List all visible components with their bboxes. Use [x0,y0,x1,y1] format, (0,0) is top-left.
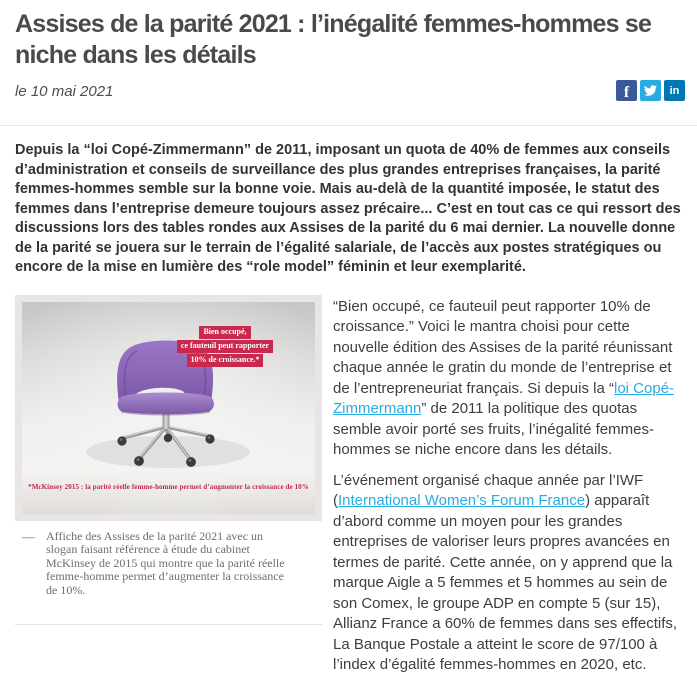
page-title [15,9,685,71]
paragraph-text: L’événement organisé chaque année par l’IWF ( [333,471,644,509]
poster-slogan [161,326,289,367]
figure-caption [15,530,322,598]
facebook-share-button[interactable] [616,80,637,101]
poster-image [15,295,322,521]
slogan-line-3: 10% de croissance.* [187,354,264,367]
twitter-icon [644,84,657,97]
slogan-line-1: Bien occupé, [199,326,250,339]
article-content [15,295,685,686]
linkedin-share-button[interactable] [664,80,685,101]
slogan-line-2: ce fauteuil peut rapporter [177,340,273,353]
inline-link[interactable]: loi Copé-Zimmermann [333,379,675,417]
article-figure [15,295,322,626]
article-header [0,9,697,101]
article-paragraphs [333,297,685,676]
article-paragraph [333,471,685,676]
poster-photo [22,302,315,514]
twitter-share-button[interactable] [640,80,661,101]
facebook-icon: f [623,83,630,101]
paragraph-text: ) apparaît d’abord comme un moyen pour les grandes entreprises de valoriser leurs propres avancées en termes de parité. Cette année, on y apprend que la marque Aigle a 5 femmes et 5 hommes au sein de son Comex, le groupe ADP en compte 5 (sur 15), Allianz France a 60% de femmes dans ses effectifs, La Banque Postale a atteint le score de 97/100 à l’index d’égalité femmes-hommes en 2020, etc. [333,492,678,673]
paragraph-text: “Bien occupé, ce fauteuil peut rapporter 10% de croissance.” Voici le mantra choisi pour cette nouvelle édition des Assises de la parité réunissant chaque année le gratin du monde de l’entreprise et de l’entrepreneuriat français. Si depuis la “ [333,297,673,397]
publish-date: le 10 mai 2021 [15,83,114,100]
article-body [333,295,685,686]
poster-footnote: *McKinsey 2015 : la parité réelle femme-homme permet d’augmenter la croissance de 10% [28,482,309,491]
article-paragraph [333,297,685,461]
article-intro: Depuis la “loi Copé-Zimmermann” de 2011, imposant un quota de 40% de femmes aux conseils d’administration et conseils de surveillance des plus grandes entreprises françaises, la parité femmes-hommes semble sur la bonne voie. Mais au-delà de la quantité imposée, le statut des femmes dans l’entreprise demeure toujours assez précaire... C’est en tout cas ce qui ressort des discussions lors des tables rondes aux Assises de la parité du 6 mai dernier. La nouvelle donne de la parité se jouera sur le terrain de l’égalité salariale, de l’accès aux postes stratégiques ou encore de la mise en lumière des “role model” féminin et leur exemplarité. [15,142,681,275]
page-title-line2: niche dans les détails [15,41,256,69]
caption-dash: — [22,528,35,544]
linkedin-icon: in [669,84,680,97]
header-divider [0,125,697,126]
inline-link[interactable]: International Women’s Forum France [338,492,586,509]
caption-text: Affiche des Assises de la parité 2021 avec un slogan faisant référence à étude du cabinet McKinsey de 2015 qui montre que la parité réelle femme-homme permet d’augmenter la croissance de 10%. [46,528,285,597]
paragraph-text: ” de 2011 la politique des quotas semble avoir porté ses fruits, l’inégalité femmes-hommes se niche encore dans les détails. [333,400,654,458]
social-share-buttons [616,80,685,101]
page-title-line1: Assises de la parité 2021 : l’inégalité femmes-hommes se [15,10,652,38]
figure-divider [15,624,322,625]
